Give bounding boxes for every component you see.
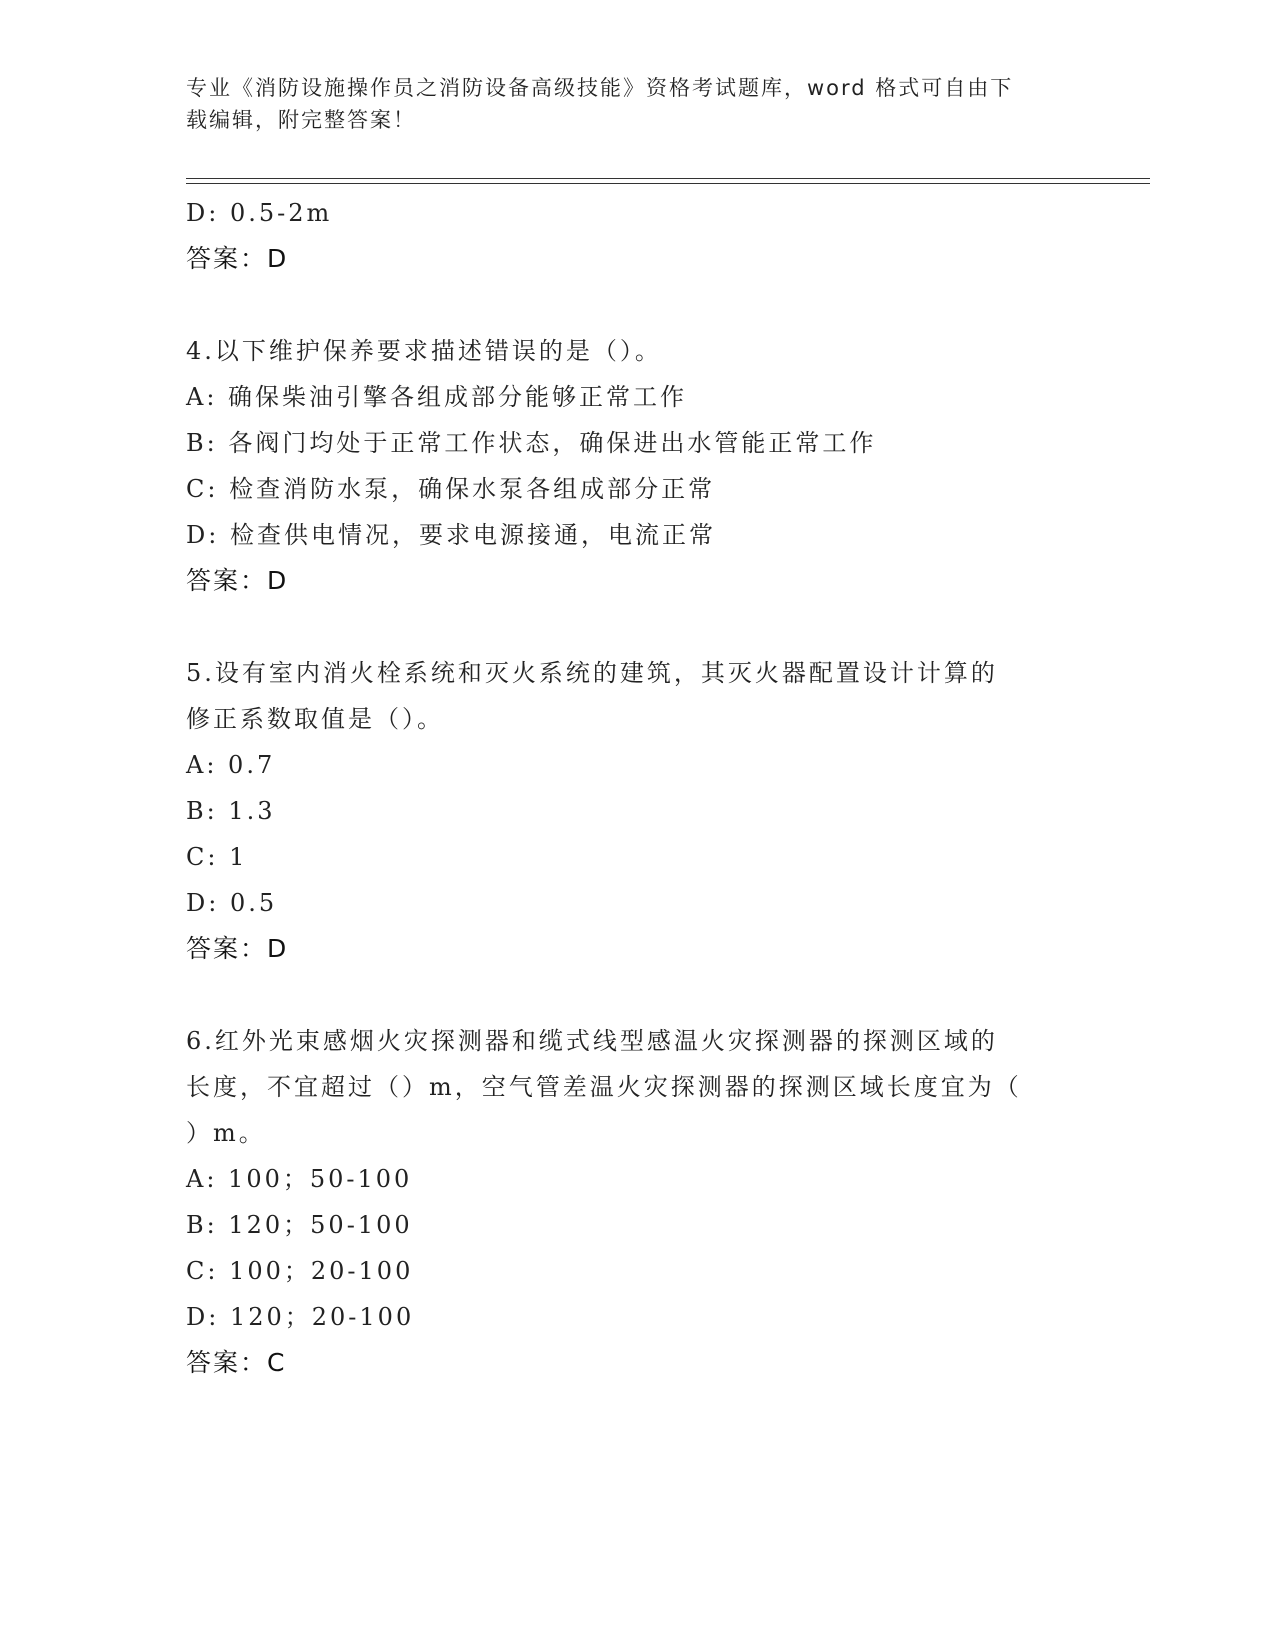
question-text-line-3: ）m。 bbox=[186, 1119, 266, 1147]
option-d: D: 0.5-2m bbox=[186, 199, 333, 227]
document-header bbox=[186, 72, 1066, 136]
option-d: D: 120；20-100 bbox=[186, 1303, 415, 1331]
question-text-line-2: 修正系数取值是（）。 bbox=[186, 705, 444, 733]
option-a: A: 100；50-100 bbox=[186, 1165, 413, 1193]
question-list bbox=[186, 190, 1086, 1386]
question-text-line-1: 5.设有室内消火栓系统和灭火系统的建筑，其灭火器配置设计计算的 bbox=[186, 659, 998, 687]
option-b: B: 1.3 bbox=[186, 797, 276, 825]
option-a: A: 确保柴油引擎各组成部分能够正常工作 bbox=[186, 383, 688, 411]
option-b: B: 各阀门均处于正常工作状态，确保进出水管能正常工作 bbox=[186, 429, 877, 457]
option-c: C: 检查消防水泵，确保水泵各组成部分正常 bbox=[186, 475, 716, 503]
option-c: C: 100；20-100 bbox=[186, 1257, 414, 1285]
answer: 答案：D bbox=[186, 244, 289, 273]
question-block-4 bbox=[186, 328, 1086, 604]
question-block-3-tail bbox=[186, 190, 1086, 282]
spacer bbox=[186, 972, 1086, 1018]
question-text-line-1: 6.红外光束感烟火灾探测器和缆式线型感温火灾探测器的探测区域的 bbox=[186, 1027, 998, 1055]
question-text: 4.以下维护保养要求描述错误的是（）。 bbox=[186, 337, 662, 365]
spacer bbox=[186, 282, 1086, 328]
option-d: D: 0.5 bbox=[186, 889, 278, 917]
header-line-2: 载编辑，附完整答案！ bbox=[186, 108, 416, 132]
header-divider-bottom bbox=[186, 183, 1150, 184]
header-divider-top bbox=[186, 178, 1150, 179]
answer: 答案：D bbox=[186, 566, 289, 595]
question-block-6 bbox=[186, 1018, 1086, 1386]
header-line-1: 专业《消防设施操作员之消防设备高级技能》资格考试题库，word 格式可自由下 bbox=[186, 76, 1014, 100]
option-c: C: 1 bbox=[186, 843, 248, 871]
option-b: B: 120；50-100 bbox=[186, 1211, 413, 1239]
spacer bbox=[186, 604, 1086, 650]
question-block-5 bbox=[186, 650, 1086, 972]
question-text-line-2: 长度，不宜超过（）m，空气管差温火灾探测器的探测区域长度宜为（ bbox=[186, 1073, 1022, 1101]
answer: 答案：D bbox=[186, 934, 289, 963]
option-a: A: 0.7 bbox=[186, 751, 276, 779]
option-d: D: 检查供电情况，要求电源接通，电流正常 bbox=[186, 521, 716, 549]
answer: 答案：C bbox=[186, 1348, 287, 1377]
